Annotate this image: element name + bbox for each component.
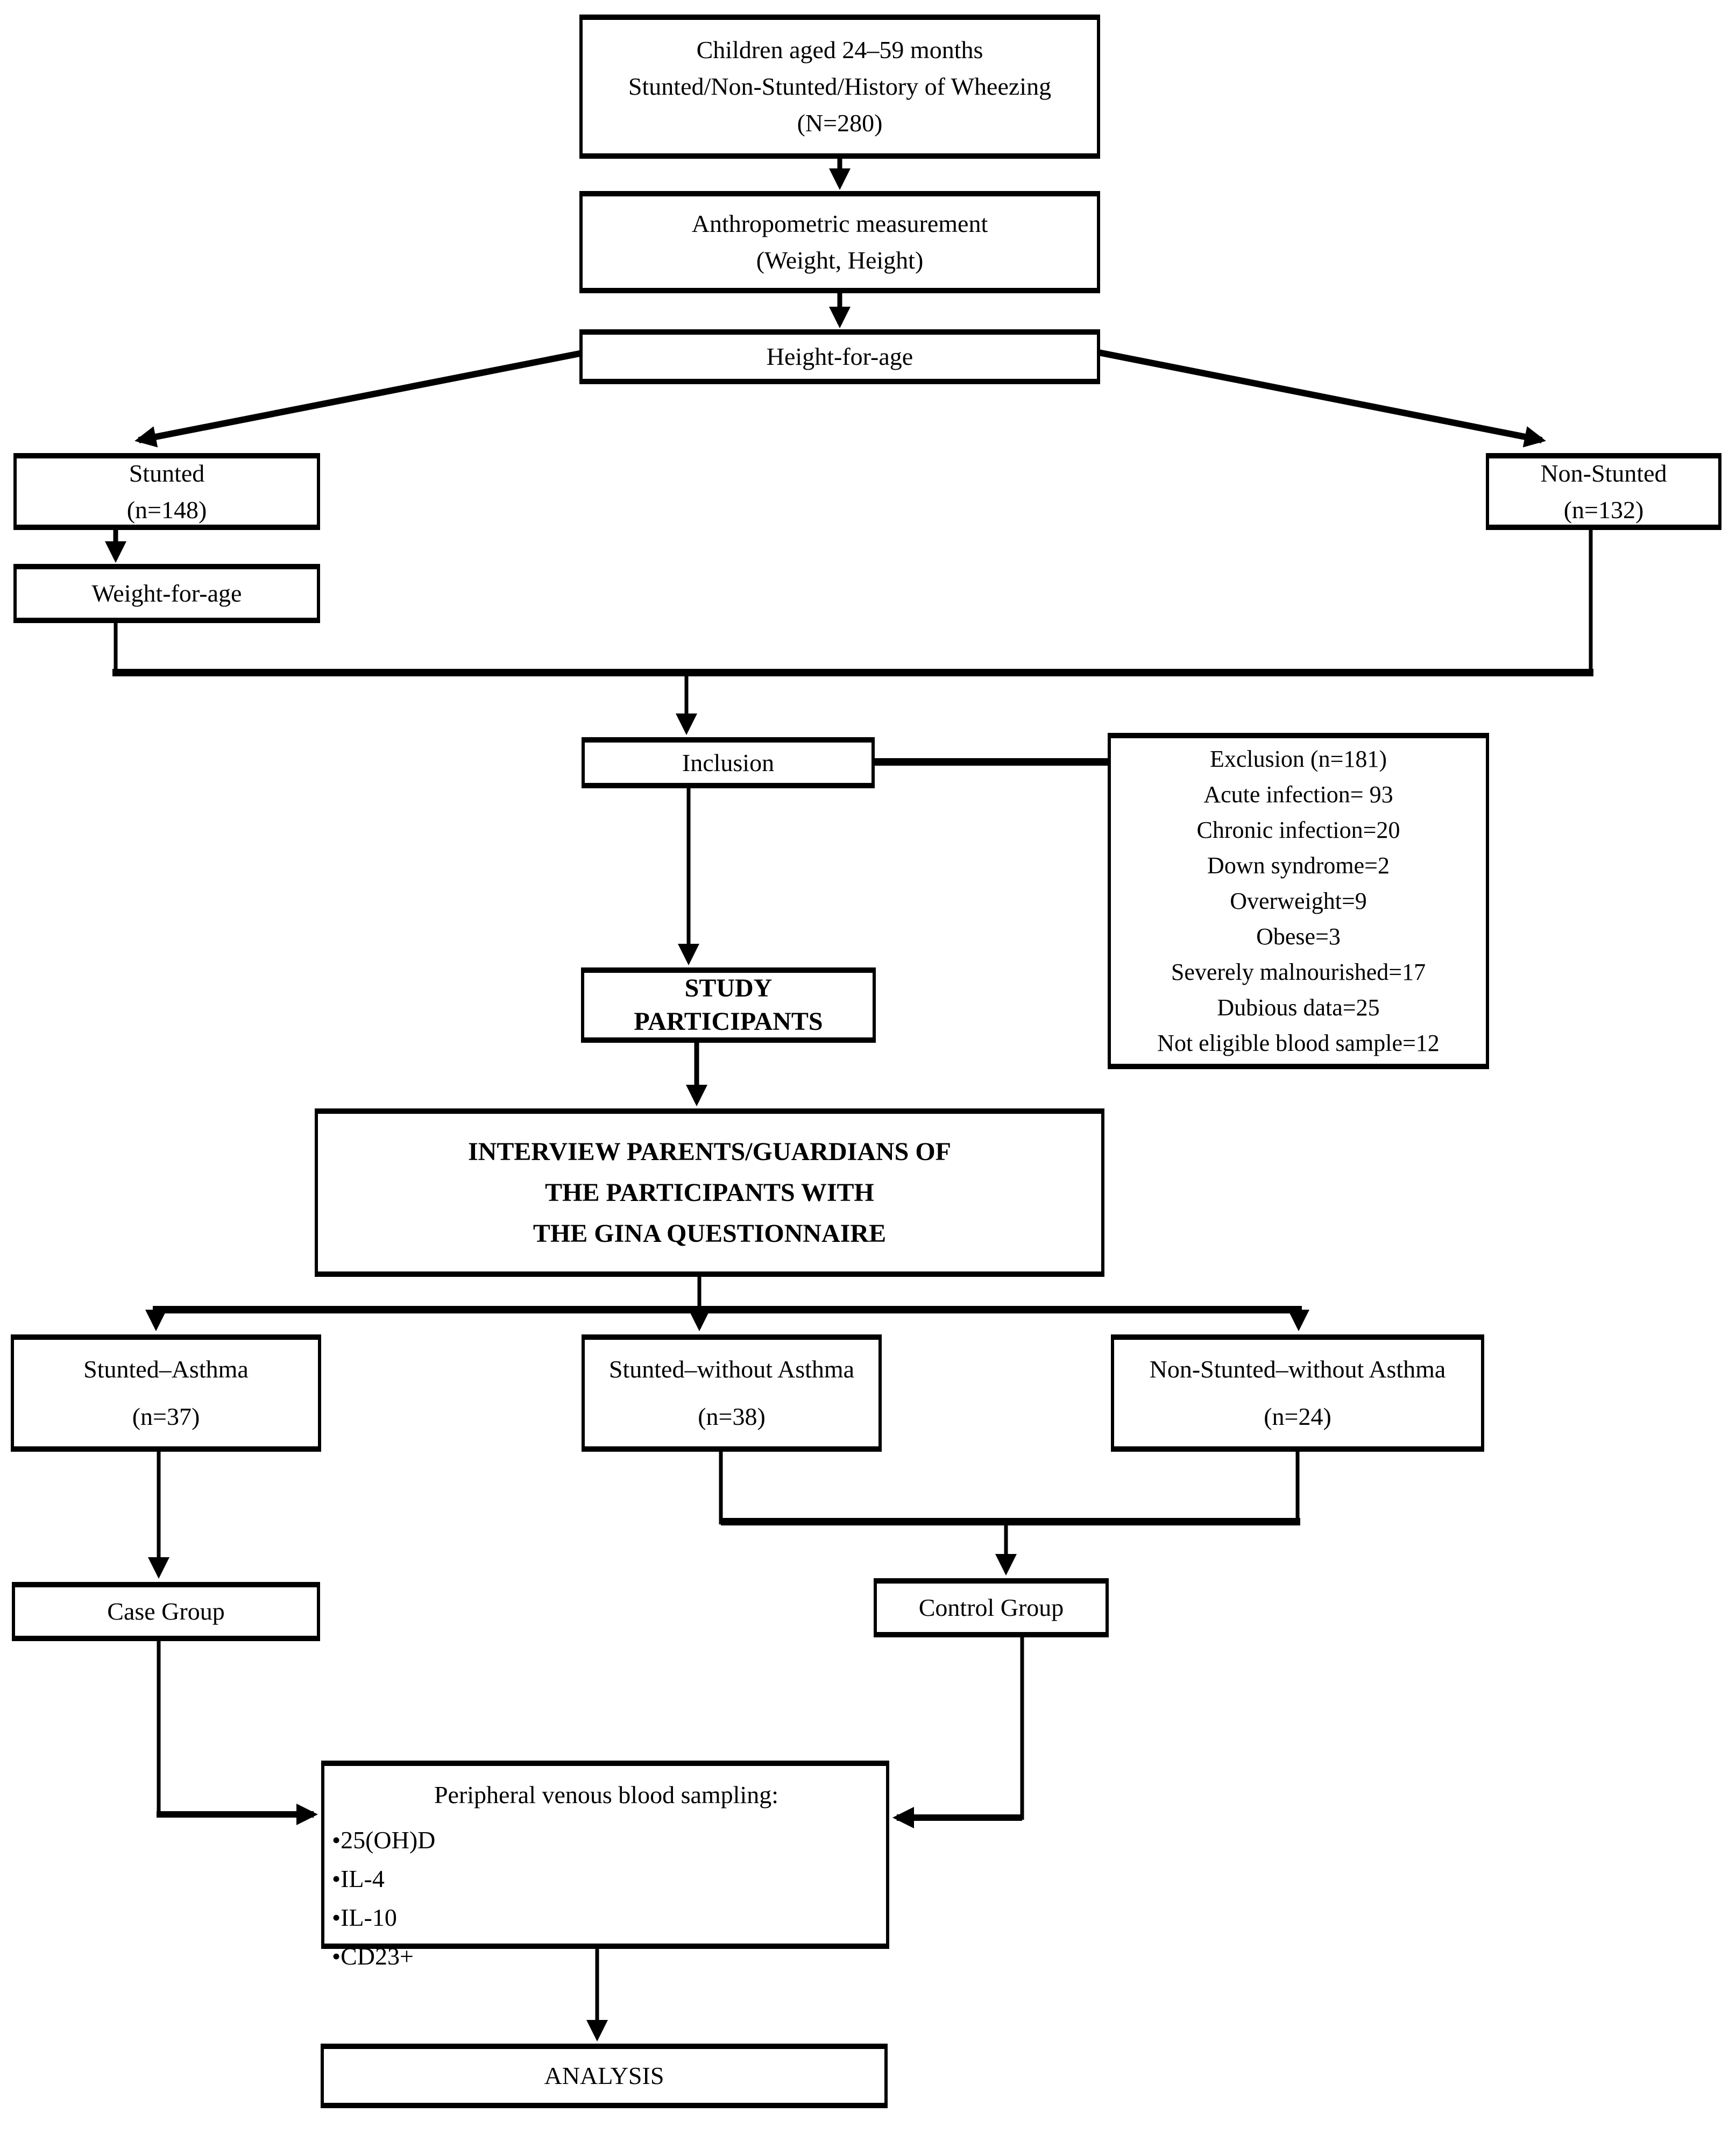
stunted-without-asthma-line-2: (n=38) xyxy=(698,1403,766,1431)
control-group-box xyxy=(874,1578,1109,1637)
non-stunted-without-asthma-line-2: (n=24) xyxy=(1264,1403,1331,1431)
interview-line-2: THE PARTICIPANTS WITH xyxy=(545,1178,874,1207)
control-group-label: Control Group xyxy=(918,1594,1064,1621)
blood-sampling-bullet-2: •IL-4 xyxy=(332,1865,385,1892)
exclusion-line-5: Overweight=9 xyxy=(1230,887,1367,914)
inclusion-label: Inclusion xyxy=(682,748,775,776)
blood-sampling-bullet-1: •25(OH)D xyxy=(332,1826,436,1854)
exclusion-box xyxy=(1108,733,1489,1069)
weight-for-age-label: Weight-for-age xyxy=(91,580,242,607)
anthropometric-line-1: Anthropometric measurement xyxy=(691,210,988,237)
exclusion-line-7: Severely malnourished=17 xyxy=(1171,958,1426,985)
stunted-line-2: (n=148) xyxy=(126,496,207,524)
blood-sampling-bullet-3: •IL-10 xyxy=(332,1904,397,1931)
study-participants-line-2: PARTICIPANTS xyxy=(634,1007,823,1036)
stunted-without-asthma-box xyxy=(582,1334,882,1452)
analysis-box xyxy=(321,2044,888,2108)
population-line-2: Stunted/Non-Stunted/History of Wheezing xyxy=(628,73,1052,100)
exclusion-line-4: Down syndrome=2 xyxy=(1207,852,1390,879)
exclusion-line-2: Acute infection= 93 xyxy=(1203,781,1393,808)
stunted-asthma-line-2: (n=37) xyxy=(132,1403,200,1431)
study-participants-box xyxy=(581,967,876,1043)
anthropometric-line-2: (Weight, Height) xyxy=(756,246,924,274)
population-line-1: Children aged 24–59 months xyxy=(696,36,983,63)
non-stunted-without-asthma-box xyxy=(1111,1334,1484,1452)
case-group-box xyxy=(12,1582,320,1641)
stunted-box xyxy=(13,453,320,530)
arrow-heightforage-to-nonstunted xyxy=(1099,352,1542,440)
case-group-label: Case Group xyxy=(107,1598,225,1625)
non-stunted-line-1: Non-Stunted xyxy=(1540,459,1667,487)
study-participants-line-1: STUDY xyxy=(684,974,773,1002)
interview-box xyxy=(315,1108,1104,1277)
stunted-asthma-line-1: Stunted–Asthma xyxy=(83,1355,249,1383)
exclusion-line-9: Not eligible blood sample=12 xyxy=(1157,1029,1440,1056)
exclusion-line-6: Obese=3 xyxy=(1256,923,1341,950)
analysis-label: ANALYSIS xyxy=(544,2062,664,2089)
weight-for-age-box xyxy=(13,564,320,623)
stunted-line-1: Stunted xyxy=(129,459,205,487)
stunted-asthma-box xyxy=(11,1334,321,1452)
anthropometric-box xyxy=(579,191,1100,293)
population-line-3: (N=280) xyxy=(797,109,883,137)
blood-sampling-bullet-4: •CD23+ xyxy=(332,1942,414,1970)
non-stunted-box xyxy=(1486,453,1721,530)
non-stunted-without-asthma-line-1: Non-Stunted–without Asthma xyxy=(1149,1355,1446,1383)
interview-line-1: INTERVIEW PARENTS/GUARDIANS OF xyxy=(467,1137,951,1166)
height-for-age-box xyxy=(579,329,1100,384)
exclusion-line-1: Exclusion (n=181) xyxy=(1209,745,1387,772)
population-box xyxy=(579,15,1100,159)
height-for-age-label: Height-for-age xyxy=(766,343,913,370)
arrow-heightforage-to-stunted xyxy=(139,352,585,440)
stunted-without-asthma-line-1: Stunted–without Asthma xyxy=(608,1355,855,1383)
exclusion-line-3: Chronic infection=20 xyxy=(1196,816,1400,843)
blood-sampling-title: Peripheral venous blood sampling: xyxy=(434,1781,779,1808)
non-stunted-line-2: (n=132) xyxy=(1563,496,1644,524)
inclusion-box xyxy=(582,737,875,788)
exclusion-line-8: Dubious data=25 xyxy=(1217,994,1380,1021)
interview-line-3: THE GINA QUESTIONNAIRE xyxy=(533,1219,887,1248)
blood-sampling-box xyxy=(321,1761,889,1970)
